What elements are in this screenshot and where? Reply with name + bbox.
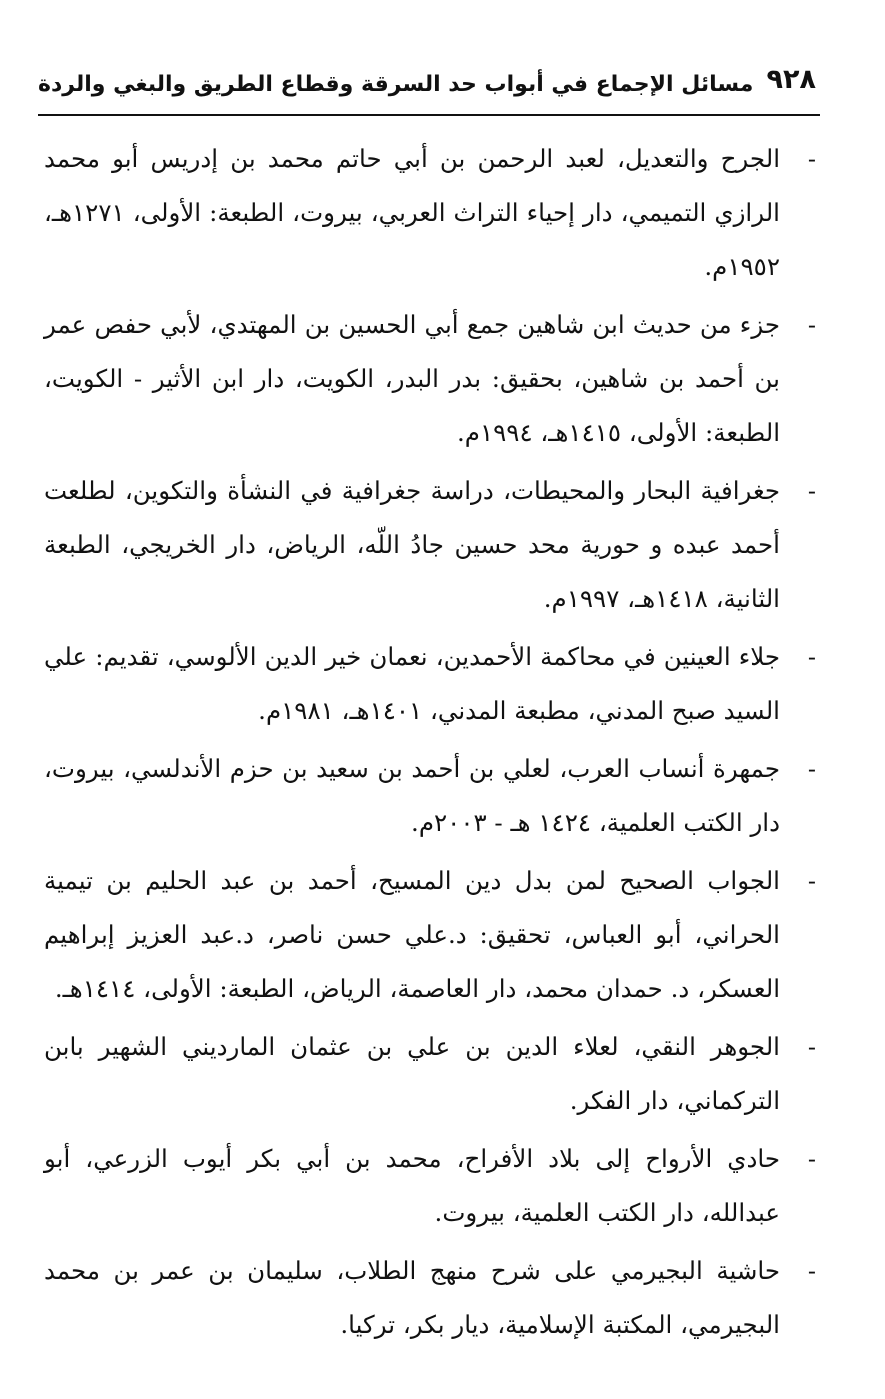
bibliography-list bbox=[44, 132, 816, 1356]
entry-dash: - bbox=[807, 311, 816, 339]
entry-text: الجواب الصحيح لمن بدل دين المسيح، أحمد بن عبد الحليم بن تيمية الحراني، أبو العباس، تحقيق: د.علي حسن ناصر، د.عبد العزيز إبراهيم العسكر، د. حمدان محمد، دار العاصمة، الرياض، الطبعة: الأولى، ١٤١٤هـ. bbox=[44, 866, 780, 1003]
entry-text: جغرافية البحار والمحيطات، دراسة جغرافية في النشأة والتكوين، لطلعت أحمد عبده و حورية محد حسين جادُ اللّه، الرياض، دار الخريجي، الطبعة الثانية، ١٤١٨هـ، ١٩٩٧م. bbox=[44, 476, 780, 613]
entry-text: الجرح والتعديل، لعبد الرحمن بن أبي حاتم محمد بن إدريس أبو محمد الرازي التميمي، دار إحياء التراث العربي، بيروت، الطبعة: الأولى، ١٢٧١هـ، ١٩٥٢م. bbox=[44, 144, 780, 281]
entry-dash: - bbox=[807, 867, 816, 895]
bibliography-entry bbox=[44, 1020, 816, 1128]
bibliography-entry bbox=[44, 630, 816, 738]
running-title: مسائل الإجماع في أبواب حد السرقة وقطاع الطريق والبغي والردة bbox=[38, 72, 754, 97]
entry-text: جزء من حديث ابن شاهين جمع أبي الحسين بن المهتدي، لأبي حفص عمر بن أحمد بن شاهين، بحقيق: بدر البدر، الكويت، دار ابن الأثير - الكويت، الطبعة: الأولى، ١٤١٥هـ، ١٩٩٤م. bbox=[44, 310, 780, 447]
entry-dash: - bbox=[807, 1145, 816, 1173]
entry-dash: - bbox=[807, 1033, 816, 1061]
entry-dash: - bbox=[807, 477, 816, 505]
entry-text: جمهرة أنساب العرب، لعلي بن أحمد بن سعيد بن حزم الأندلسي، بيروت، دار الكتب العلمية، ١٤٢٤ هـ - ٢٠٠٣م. bbox=[44, 754, 780, 837]
bibliography-entry bbox=[44, 854, 816, 1016]
page-header bbox=[38, 56, 820, 114]
bibliography-entry bbox=[44, 1244, 816, 1352]
bibliography-entry bbox=[44, 132, 816, 294]
entry-dash: - bbox=[807, 145, 816, 173]
bibliography-entry bbox=[44, 1132, 816, 1240]
entry-text: جلاء العينين في محاكمة الأحمدين، نعمان خير الدين الألوسي، تقديم: علي السيد صبح المدني، مطبعة المدني، ١٤٠١هـ، ١٩٨١م. bbox=[44, 642, 780, 725]
page-number: ٩٢٨ bbox=[766, 64, 816, 95]
header-divider bbox=[38, 114, 820, 116]
bibliography-entry bbox=[44, 298, 816, 460]
entry-dash: - bbox=[807, 1257, 816, 1285]
entry-dash: - bbox=[807, 755, 816, 783]
entry-text: الجوهر النقي، لعلاء الدين بن علي بن عثمان المارديني الشهير بابن التركماني، دار الفكر. bbox=[44, 1032, 780, 1115]
entry-text: حاشية البجيرمي على شرح منهج الطلاب، سليمان بن عمر بن محمد البجيرمي، المكتبة الإسلامية، ديار بكر، تركيا. bbox=[44, 1256, 780, 1339]
entry-dash: - bbox=[807, 643, 816, 671]
entry-text: حادي الأرواح إلى بلاد الأفراح، محمد بن أبي بكر أيوب الزرعي، أبو عبدالله، دار الكتب العلمية، بيروت. bbox=[44, 1144, 780, 1227]
bibliography-entry bbox=[44, 742, 816, 850]
bibliography-entry bbox=[44, 464, 816, 626]
